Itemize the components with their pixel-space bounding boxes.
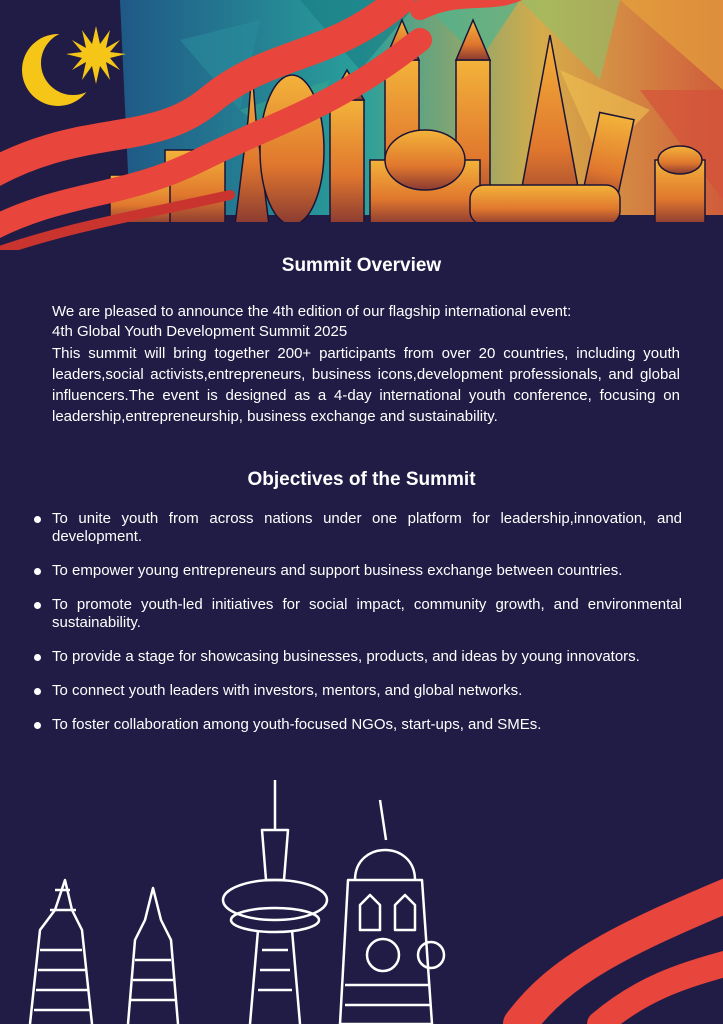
objective-item [34, 510, 682, 546]
objective-item [34, 596, 682, 632]
bullet-icon [34, 516, 41, 523]
kuala-lumpur-skyline-illustration [30, 780, 444, 1024]
objective-text: To connect youth leaders with investors, mentors, and global networks. [52, 682, 523, 699]
objectives-title: Objectives of the Summit [247, 469, 476, 490]
bullet-icon [34, 568, 41, 575]
objective-text: To foster collaboration among youth-focused NGOs, start-ups, and SMEs. [52, 716, 542, 733]
objective-item [34, 562, 682, 580]
objective-text: To promote youth-led initiatives for social impact, community growth, and environmental sustainability. [52, 596, 682, 631]
bullet-icon [34, 602, 41, 609]
objective-item [34, 716, 682, 734]
bullet-icon [34, 654, 41, 661]
objectives-list [34, 510, 682, 750]
objective-item [34, 648, 682, 666]
objective-item [34, 682, 682, 700]
overview-paragraph: This summit will bring together 200+ participants from over 20 countries, including youth leaders,social activists,entrepreneurs, business icons,development professionals, and global influencers.The event is designed as a 4-day international youth conference, focusing on leadership,entrepreneurship, business exchange and sustainability. [52, 345, 680, 425]
objective-text: To provide a stage for showcasing businesses, products, and ideas by young innovators. [52, 648, 640, 665]
objective-text: To unite youth from across nations under one platform for leadership,innovation, and development. [52, 510, 682, 545]
bullet-icon [34, 722, 41, 729]
bullet-icon [34, 688, 41, 695]
footer-illustration [0, 770, 723, 1024]
objective-text: To empower young entrepreneurs and support business exchange between countries. [52, 562, 623, 579]
summit-overview-title: Summit Overview [281, 255, 442, 276]
intro-line-event-name: 4th Global Youth Development Summit 2025 [52, 323, 348, 340]
intro-line-announcement: We are pleased to announce the 4th edition of our flagship international event: [52, 303, 572, 320]
red-ribbon-bottom [520, 890, 723, 1024]
header-illustration [0, 0, 723, 250]
